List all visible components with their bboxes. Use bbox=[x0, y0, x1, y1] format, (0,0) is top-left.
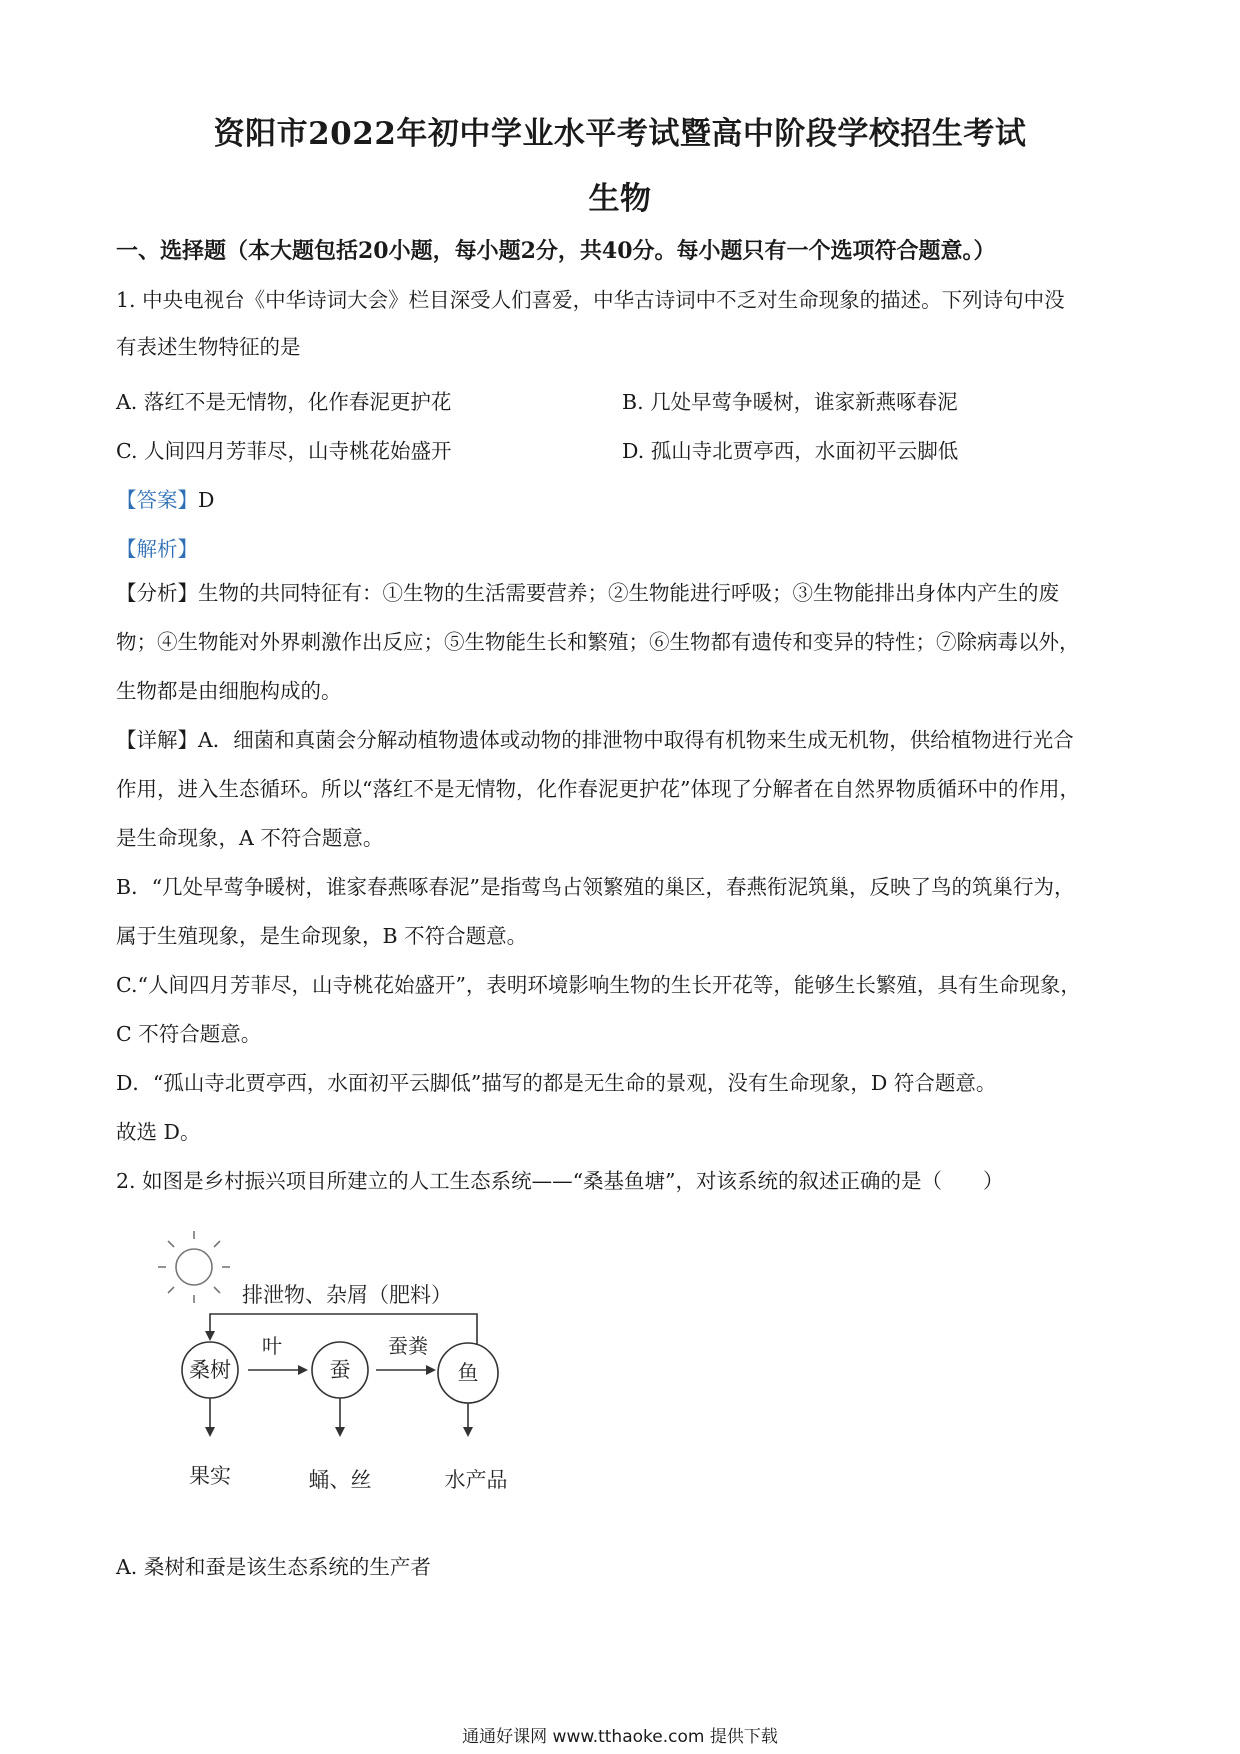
q1-detail-line9: 故选 D。 bbox=[116, 1120, 201, 1144]
analysis-label: 【解析】 bbox=[116, 537, 198, 561]
sangji-fishpond-diagram bbox=[150, 1225, 530, 1535]
q1-option-a: A. 落红不是无情物，化作春泥更护花 bbox=[116, 390, 452, 414]
q1-option-c: C. 人间四月芳菲尽，山寺桃花始盛开 bbox=[116, 439, 452, 463]
q2-stem: 2. 如图是乡村振兴项目所建立的人工生态系统——“桑基鱼塘”，对该系统的叙述正确的是（ ） bbox=[116, 1169, 1004, 1193]
feedback-arrowhead bbox=[205, 1331, 215, 1341]
section-heading: 一、选择题（本大题包括20小题，每小题2分，共40分。每小题只有一个选项符合题意。） bbox=[116, 238, 996, 264]
dung-arrowhead bbox=[426, 1365, 436, 1375]
silkworm-label: 蚕 bbox=[329, 1358, 351, 1382]
mulberry-label: 桑树 bbox=[189, 1358, 231, 1382]
aquatic-product-label: 水产品 bbox=[444, 1468, 508, 1492]
fruit-label: 果实 bbox=[189, 1464, 231, 1488]
dung-label: 蚕粪 bbox=[388, 1334, 428, 1358]
subject-title: 生物 bbox=[588, 181, 652, 217]
q1-fenxi-line3: 生物都是由细胞构成的。 bbox=[116, 679, 342, 703]
fertilizer-label: 排泄物、杂屑（肥料） bbox=[242, 1283, 452, 1307]
exam-title: 资阳市2022年初中学业水平考试暨高中阶段学校招生考试 bbox=[213, 116, 1027, 152]
q1-detail-line2: 作用，进入生态循环。所以“落红不是无情物，化作春泥更护花”体现了分解者在自然界物质循环中的作用， bbox=[116, 777, 1080, 801]
fruit-arrowhead bbox=[205, 1427, 215, 1437]
q1-detail-line6: C.“人间四月芳菲尽，山寺桃花始盛开”，表明环境影响生物的生长开花等，能够生长繁殖，具有生命现象， bbox=[116, 973, 1081, 997]
cocoon-arrowhead bbox=[335, 1427, 345, 1437]
leaf-label: 叶 bbox=[262, 1334, 282, 1358]
q1-fenxi-line1: 【分析】生物的共同特征有：①生物的生活需要营养；②生物能进行呼吸；③生物能排出身体内产生的废 bbox=[116, 581, 1059, 605]
q1-option-d: D. 孤山寺北贾亭西，水面初平云脚低 bbox=[622, 439, 959, 463]
q1-detail-line4: B．“几处早莺争暖树，谁家春燕啄春泥”是指莺鸟占领繁殖的巢区，春燕衔泥筑巢，反映了鸟的筑巢行为， bbox=[116, 875, 1075, 899]
q1-answer bbox=[116, 483, 214, 513]
q1-stem-line2: 有表述生物特征的是 bbox=[116, 335, 301, 359]
footer-watermark: 通通好课网 www.tthaoke.com 提供下载 bbox=[462, 1727, 778, 1747]
leaf-arrowhead bbox=[298, 1365, 308, 1375]
q1-detail-line8: D．“孤山寺北贾亭西，水面初平云脚低”描写的都是无生命的景观，没有生命现象，D 符合题意。 bbox=[116, 1071, 997, 1095]
fish-label: 鱼 bbox=[457, 1361, 479, 1385]
cocoon-silk-label: 蛹、丝 bbox=[308, 1468, 372, 1492]
answer-value: D bbox=[198, 488, 215, 512]
q1-stem-line1: 1. 中央电视台《中华诗词大会》栏目深受人们喜爱，中华古诗词中不乏对生命现象的描述。下列诗句中没 bbox=[116, 288, 1065, 312]
answer-label: 【答案】 bbox=[116, 488, 198, 512]
q1-detail-line1: 【详解】A．细菌和真菌会分解动植物遗体或动物的排泄物中取得有机物来生成无机物，供给植物进行光合 bbox=[116, 728, 1074, 752]
q1-detail-line3: 是生命现象，A 不符合题意。 bbox=[116, 826, 384, 850]
q2-option-a: A. 桑树和蚕是该生态系统的生产者 bbox=[116, 1555, 431, 1579]
aquatic-arrowhead bbox=[463, 1427, 473, 1437]
q1-detail-line5: 属于生殖现象，是生命现象，B 不符合题意。 bbox=[116, 924, 528, 948]
sun-icon bbox=[158, 1231, 230, 1303]
q1-detail-line7: C 不符合题意。 bbox=[116, 1022, 262, 1046]
q1-fenxi-line2: 物；④生物能对外界刺激作出反应；⑤生物能生长和繁殖；⑥生物都有遗传和变异的特性；⑦除病毒以外， bbox=[116, 630, 1080, 654]
q1-option-b: B. 几处早莺争暖树，谁家新燕啄春泥 bbox=[622, 390, 958, 414]
